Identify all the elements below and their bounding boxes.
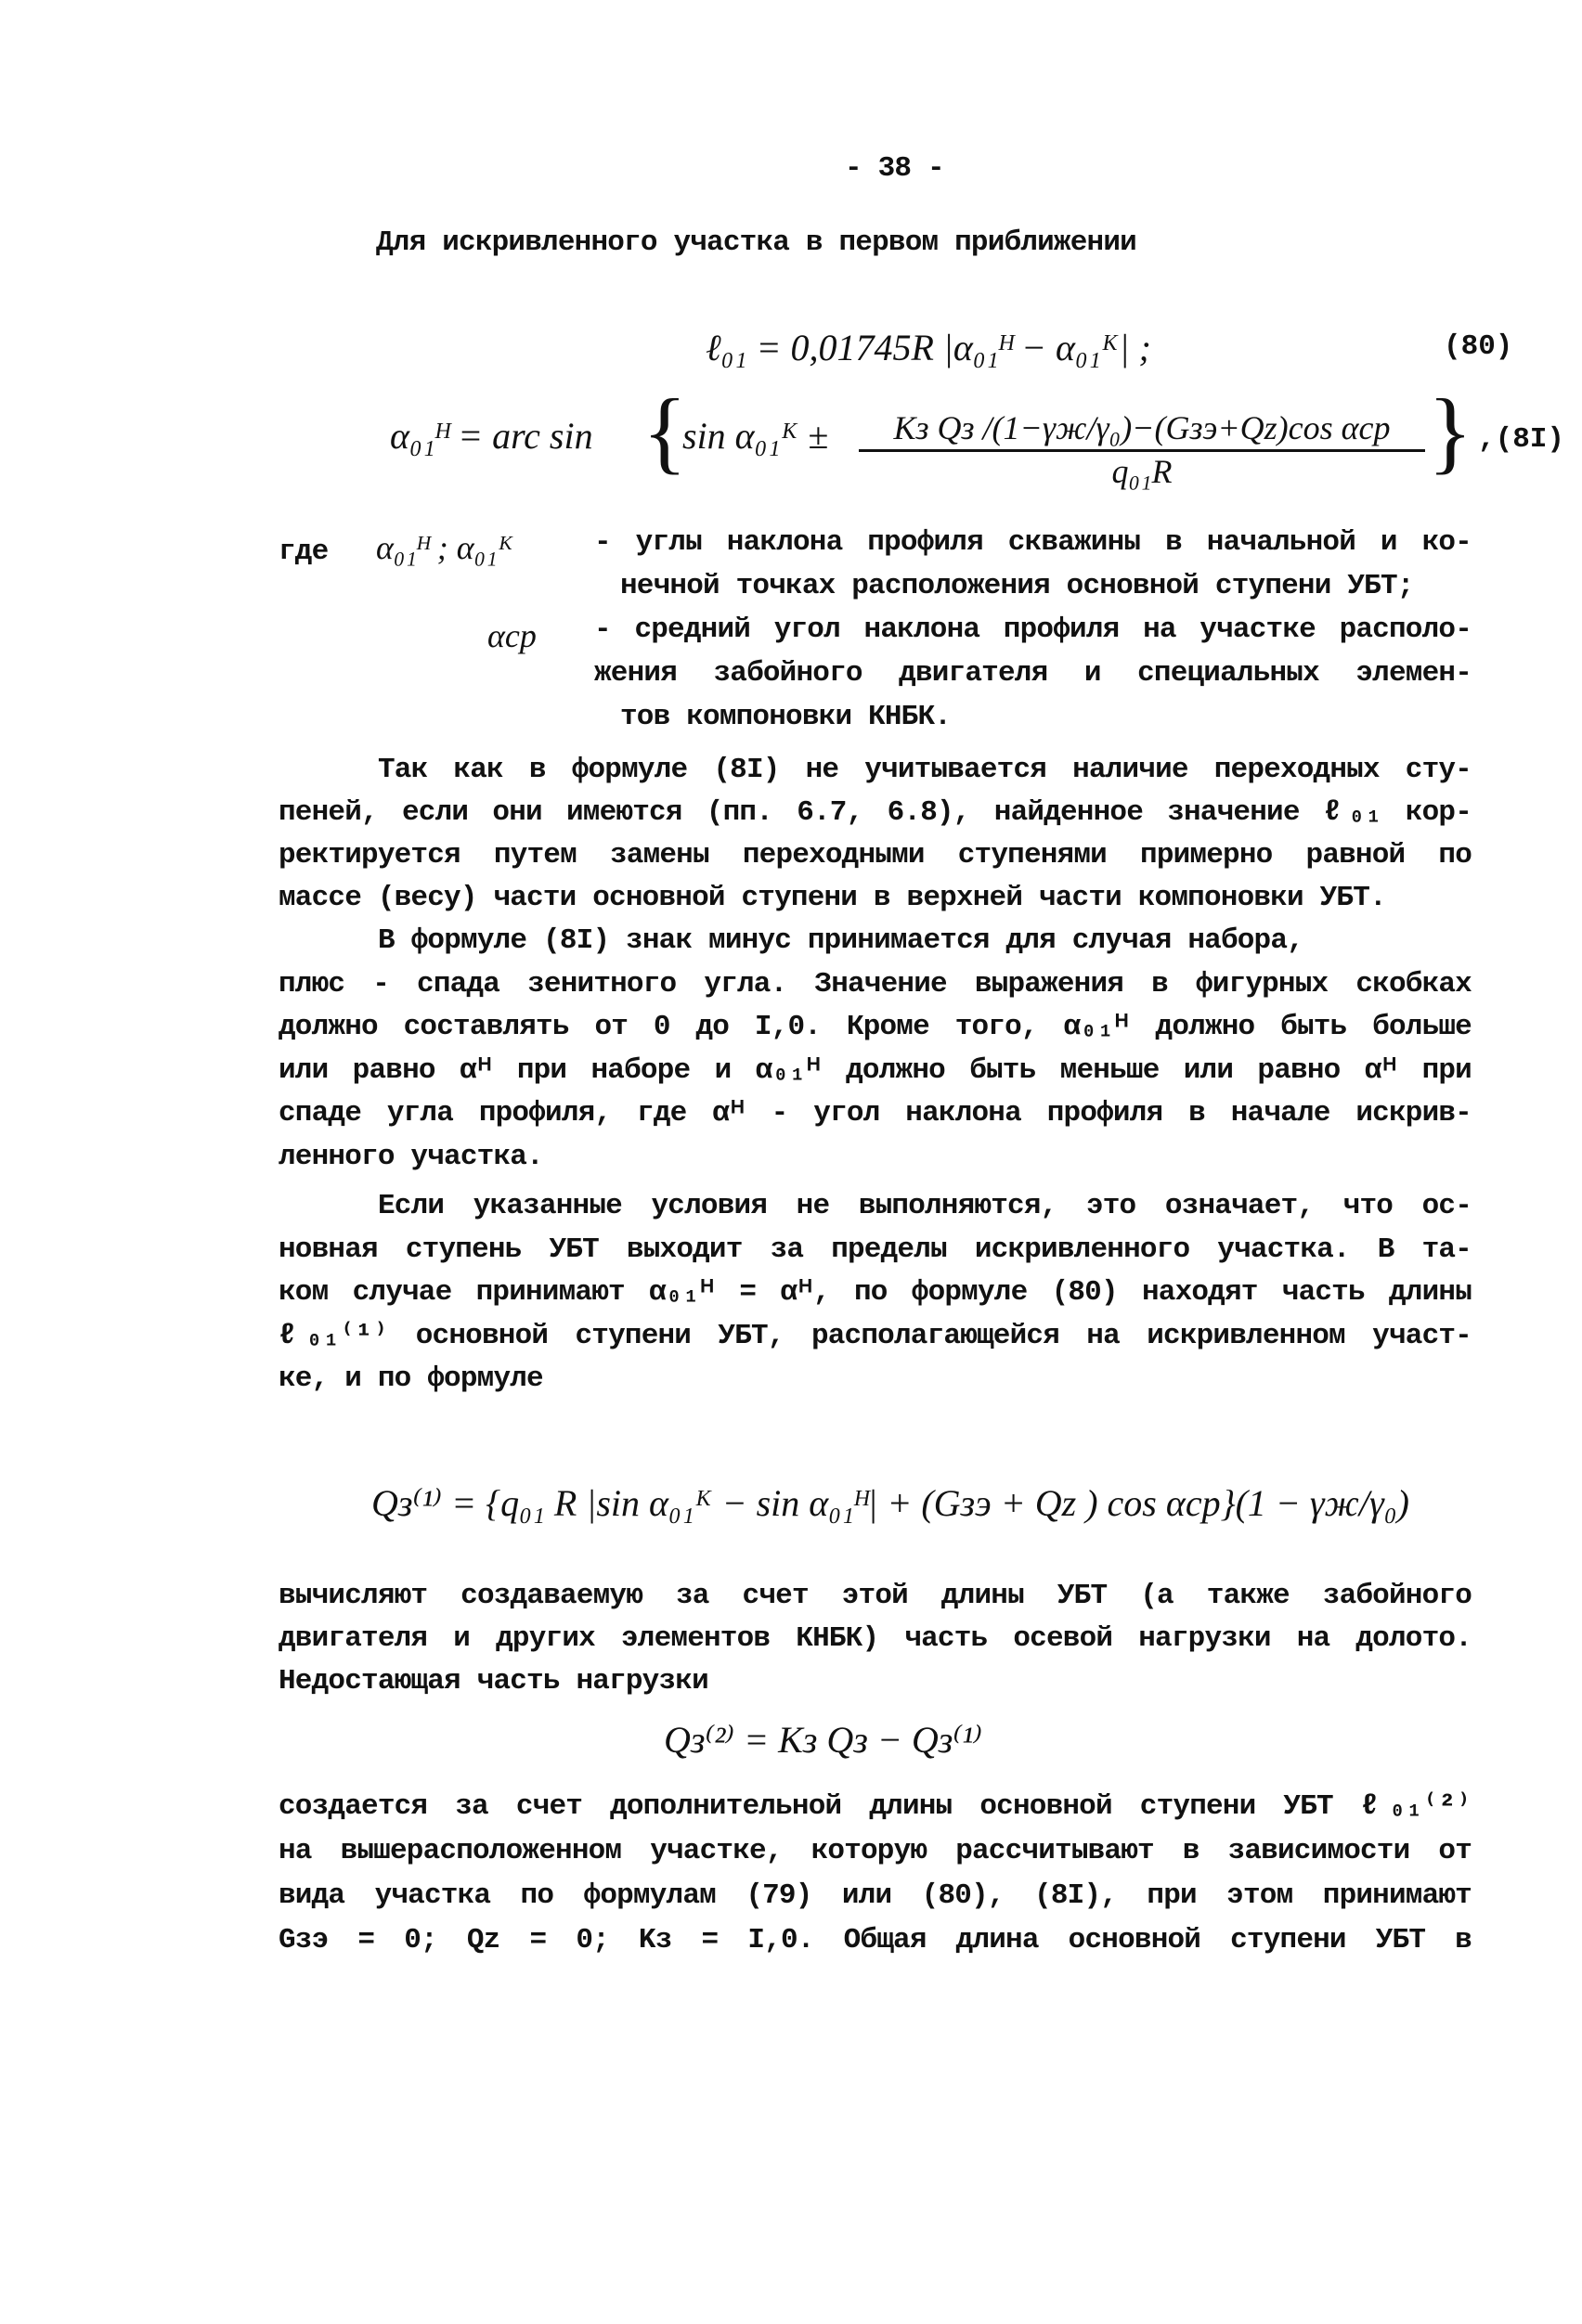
numerator: Kз Qз /(1−γж/γ₀)−(Gзэ+Qz)cos αср [859, 408, 1425, 452]
definition-line: - углы наклона профиля скважины в начальной и ко- [594, 526, 1472, 559]
intro-text: Для искривленного участка в первом приближении [376, 226, 1136, 259]
paragraph-line: ректируется путем замены переходными ступенями примерно равной по [279, 839, 1472, 872]
equation-81-label: ,(8I) [1478, 423, 1565, 456]
paragraph-line: ленного участка. [279, 1140, 543, 1173]
definition-line: нечной точках расположения основной ступени УБТ; [620, 570, 1414, 602]
paragraph-line: спаде угла профиля, где αᴴ - угол наклона профиля в начале искрив- [279, 1097, 1472, 1130]
paragraph-line: ке, и по формуле [279, 1362, 543, 1395]
paragraph-line: В формуле (8I) знак минус принимается для случая набора, [378, 924, 1303, 957]
definition-line: жения забойного двигателя и специальных элемен- [594, 657, 1472, 690]
paragraph-line: или равно αᴴ при наборе и α₀₁ᴴ должно быть меньше или равно αᴴ при [279, 1053, 1472, 1087]
paragraph-line: плюс - спада зенитного угла. Значение выражения в фигурных скобках [279, 967, 1472, 1001]
where-symbol-1: α₀₁ᴴ ; α₀₁ᴷ [376, 529, 514, 566]
paragraph-line: Если указанные условия не выполняются, это означает, что ос- [378, 1190, 1472, 1222]
equation-80: ℓ₀₁ = 0,01745R |α₀₁ᴴ − α₀₁ᴷ| ; [706, 327, 1151, 368]
paragraph-line: вычисляют создаваемую за счет этой длины УБТ (а также забойного [279, 1580, 1472, 1612]
paragraph-line: новная ступень УБТ выходит за пределы искривленного участка. В та- [279, 1233, 1472, 1266]
paragraph-line: Недостающая часть нагрузки [279, 1665, 708, 1698]
where-word: где [279, 536, 329, 568]
definition-line: - средний угол наклона профиля на участке располо- [594, 613, 1472, 646]
definition-line: тов компоновки КНБК. [620, 701, 952, 733]
equation-81-left: α₀₁ᴴ = arc sin [390, 415, 593, 457]
paragraph-line: пеней, если они имеются (пп. 6.7, 6.8), найденное значение ℓ₀₁ кор- [279, 796, 1472, 829]
paragraph-line: массе (весу) части основной ступени в верхней части компоновки УБТ. [279, 882, 1386, 914]
paragraph-line: Gзэ = 0; Qz = 0; Kз = I,0. Общая длина основной ступени УБТ в [279, 1924, 1472, 1956]
paragraph-line: ℓ₀₁⁽¹⁾ основной ступени УБТ, располагающейся на искривленном участ- [279, 1319, 1472, 1352]
equation-q2: Qз⁽²⁾ = Kз Qз − Qз⁽¹⁾ [664, 1719, 983, 1761]
paragraph-line: Так как в формуле (8I) не учитывается наличие переходных сту- [378, 754, 1472, 786]
equation-81-fraction [859, 408, 1425, 491]
equation-80-label: (80) [1444, 330, 1513, 363]
right-brace: } [1428, 380, 1472, 483]
equation-q1: Qз⁽¹⁾ = {q₀₁ R |sin α₀₁ᴷ − sin α₀₁ᴴ| + (Gзэ + Qz ) cos αср}(1 − γж/γ₀) [371, 1482, 1409, 1524]
paragraph-line: вида участка по формулам (79) или (80), (8I), при этом принимают [279, 1879, 1472, 1912]
paragraph-line: на вышерасположенном участке, которую рассчитывают в зависимости от [279, 1835, 1472, 1867]
page-number: - 38 - [845, 152, 944, 185]
where-symbol-2: αср [487, 617, 537, 654]
paragraph-line: ком случае принимают α₀₁ᴴ = αᴴ, по формуле (80) находят часть длины [279, 1276, 1472, 1309]
paragraph-line: должно составлять от 0 до I,0. Кроме того, α₀₁ᴴ должно быть больше [279, 1011, 1472, 1043]
paragraph-line: двигателя и других элементов КНБК) часть осевой нагрузки на долото. [279, 1622, 1472, 1655]
left-brace: { [642, 380, 687, 483]
equation-81-sin-term: sin α₀₁ᴷ ± [682, 415, 829, 457]
paragraph-line: создается за счет дополнительной длины основной ступени УБТ ℓ₀₁⁽²⁾ [279, 1790, 1472, 1823]
denominator: q₀₁R [1111, 453, 1173, 490]
